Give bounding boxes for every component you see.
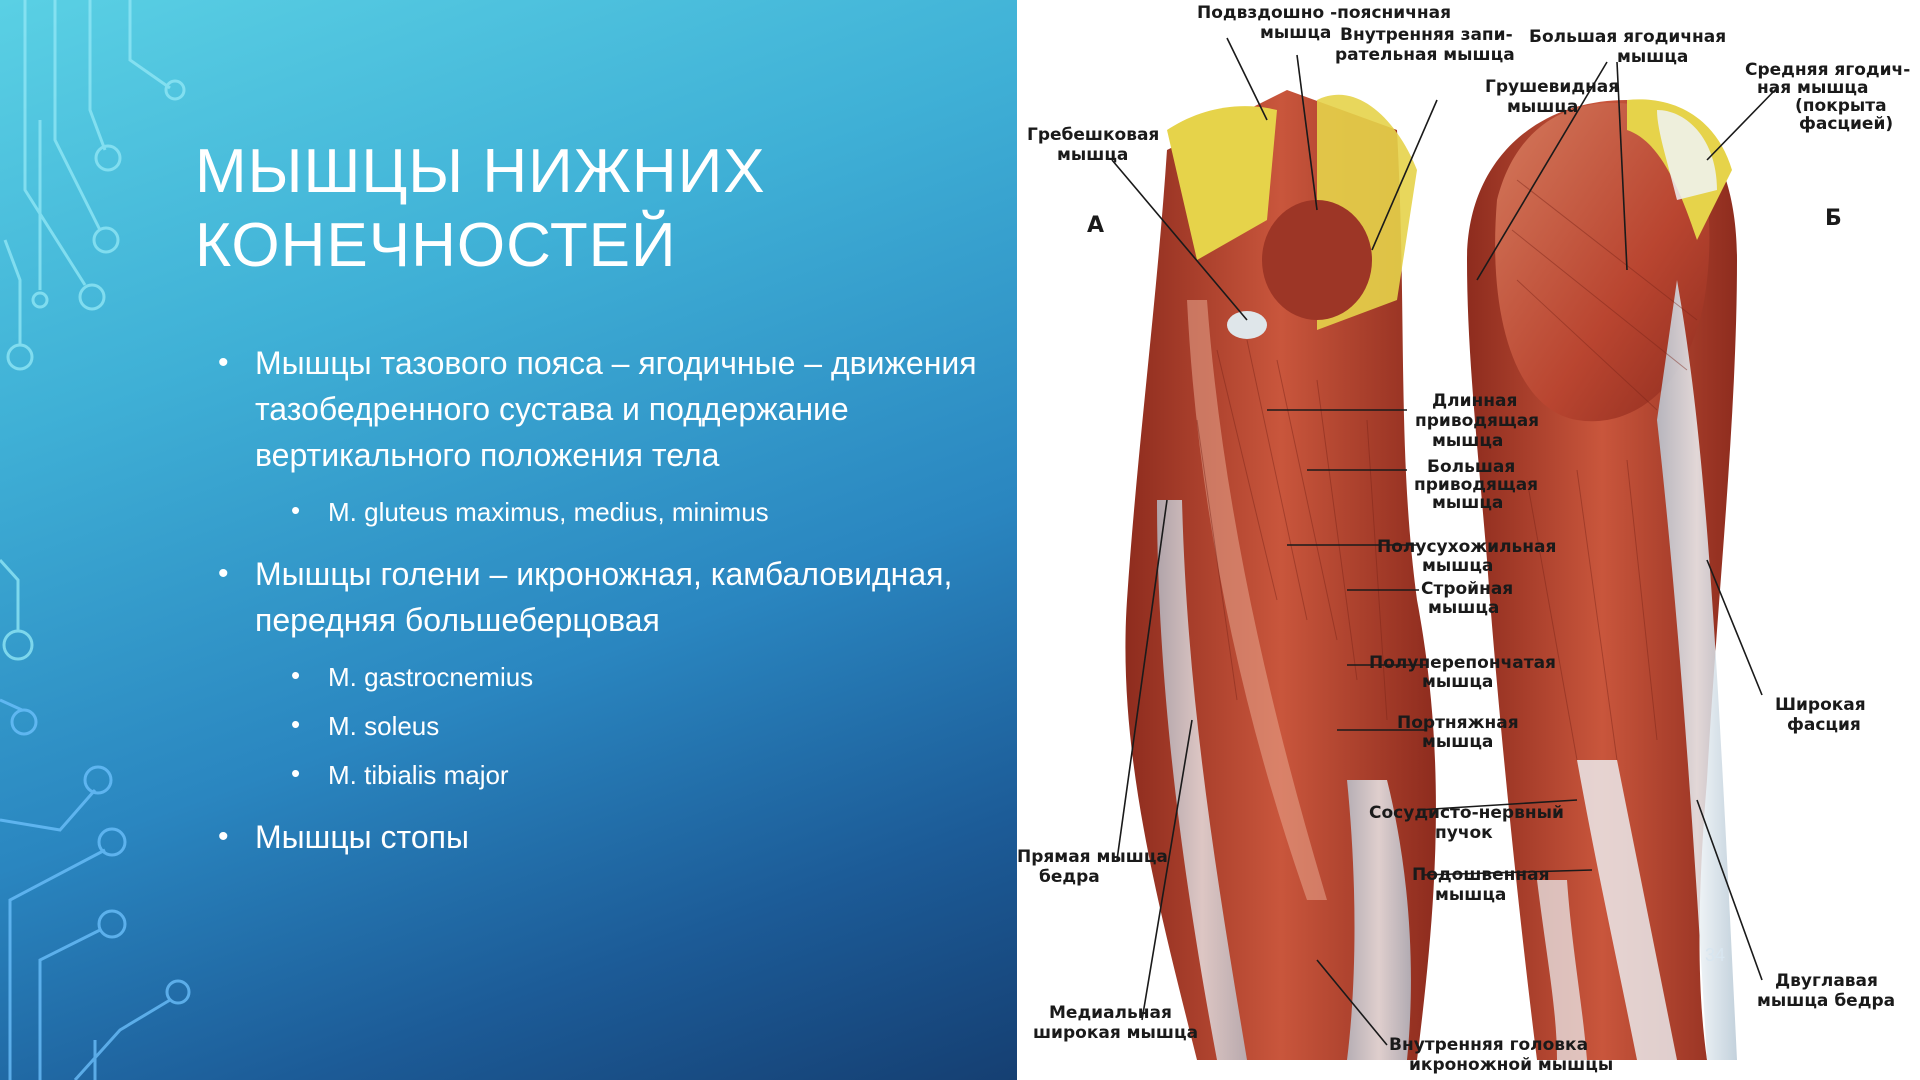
label-piriformis-2: мышца [1507,97,1579,117]
bullet-foot-muscles: • Мышцы стопы [218,814,978,860]
label-semimembranosus-1: Полуперепончатая [1369,653,1556,673]
label-sartorius-1: Портняжная [1397,713,1519,733]
label-iliopsoas-2: мышца [1260,23,1332,43]
label-pectineus-1: Гребешковая [1027,125,1160,145]
label-obturator-1: Внутренняя запи- [1340,25,1513,45]
label-view-b: Б [1825,206,1842,231]
leg-muscles-figure [1017,0,1920,1080]
label-gastrocnemius-head-2: икроножной мышцы [1409,1055,1614,1075]
label-vastus-medialis-2: широкая мышца [1033,1023,1199,1043]
label-gluteus-med-4: фасцией) [1799,114,1894,134]
slide-title-line-2: КОНЕЧНОСТЕЙ [195,211,677,280]
label-gluteus-max-2: мышца [1617,47,1689,67]
label-fascia-lata-1: Широкая [1775,695,1866,715]
label-adductor-magnus-2: приводящая [1414,475,1539,495]
label-plantaris-1: Подошвенная [1412,865,1550,885]
label-gracilis-2: мышца [1428,598,1500,618]
label-plantaris-2: мышца [1435,885,1507,905]
label-gracilis-1: Стройная [1421,579,1514,599]
label-adductor-longus-1: Длинная [1432,391,1518,411]
label-iliopsoas-1: Подвздошно -поясничная [1197,3,1452,23]
sub-bullet-gastrocnemius: • M. gastrocnemius [218,653,978,702]
label-piriformis-1: Грушевидная [1485,77,1620,97]
sub-bullet-gluteus: • M. gluteus maximus, medius, minimus [218,488,978,537]
label-gluteus-max-1: Большая ягодичная [1529,27,1727,47]
bullet-shin-muscles: • Мышцы голени – икроножная, камбаловидная, передняя большеберцовая [218,551,978,643]
sub-bullet-tibialis: • M. tibialis major [218,751,978,800]
anatomy-illustration [1017,0,1920,1080]
leg-a-drawing [1125,90,1435,1060]
label-rectus-femoris-1: Прямая мышца [1017,847,1168,867]
sub-list-pelvic [218,488,978,537]
label-pectineus-2: мышца [1057,145,1129,165]
page-number: 34 [1705,945,1726,965]
sub-bullet-soleus: • M. soleus [218,702,978,751]
label-neurovascular-1: Сосудисто-нервный [1369,803,1564,823]
label-view-a: А [1087,213,1105,238]
slide-title-line-1: МЫШЦЫ НИЖНИХ [195,137,766,206]
label-adductor-longus-2: приводящая [1415,411,1540,431]
label-semitendinosus-2: мышца [1422,556,1494,576]
label-semitendinosus-1: Полусухожильная [1377,537,1557,557]
label-rectus-femoris-2: бедра [1039,867,1100,887]
label-fascia-lata-2: фасция [1787,715,1861,735]
label-biceps-femoris-2: мышца бедра [1757,991,1896,1011]
label-obturator-2: рательная мышца [1335,45,1515,65]
label-gluteus-med-2: ная мышца [1757,78,1869,98]
slide-title [195,135,995,283]
bullet-pelvic-muscles: • Мышцы тазового пояса – ягодичные – движения тазобедренного сустава и поддержание вертикального положения тела [218,340,978,478]
label-semimembranosus-2: мышца [1422,672,1494,692]
label-neurovascular-2: пучок [1435,823,1493,843]
label-vastus-medialis-1: Медиальная [1049,1003,1172,1023]
label-sartorius-2: мышца [1422,732,1494,752]
label-adductor-magnus-1: Большая [1427,457,1516,477]
label-gastrocnemius-head-1: Внутренняя головка [1389,1035,1589,1055]
bullet-list [218,340,978,870]
label-adductor-magnus-3: мышца [1432,493,1504,513]
label-biceps-femoris-1: Двуглавая [1775,971,1878,991]
sub-list-shin [218,653,978,800]
label-gluteus-med-3: (покрыта [1795,96,1887,116]
label-gluteus-med-1: Средняя ягодич- [1745,60,1911,80]
label-adductor-longus-3: мышца [1432,431,1504,451]
